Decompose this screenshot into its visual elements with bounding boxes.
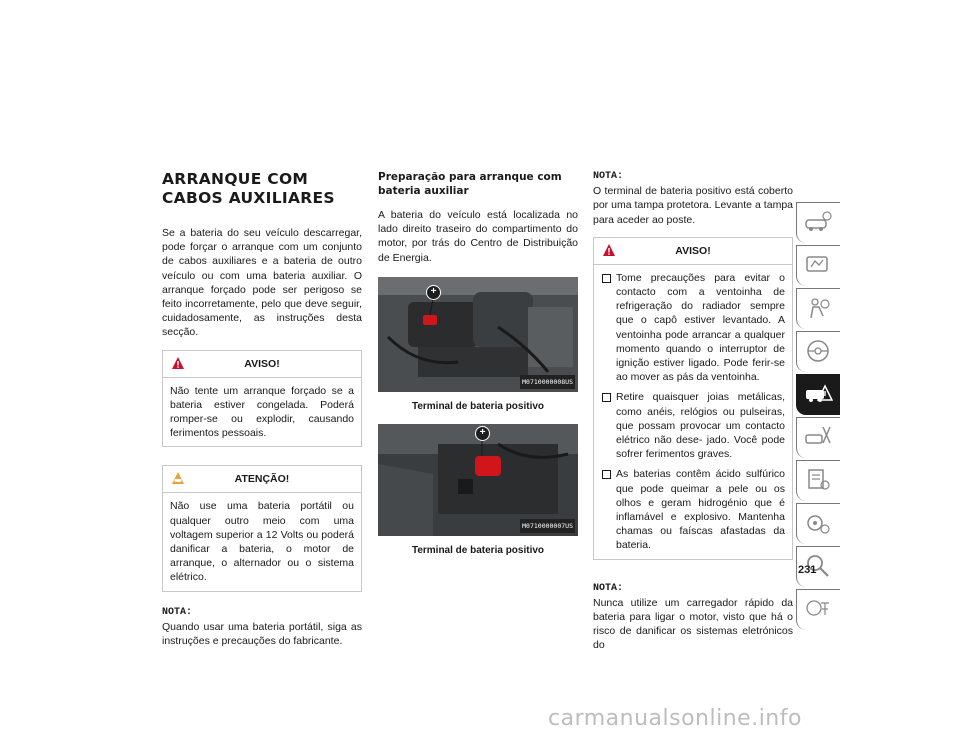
subsection-title: Preparação para arranque com bateria auxiliar <box>378 171 562 197</box>
column-right <box>593 170 793 653</box>
column-left <box>162 170 362 648</box>
image-caption-2: Terminal de bateria positivo <box>411 545 545 557</box>
caution-car-icon <box>171 471 185 485</box>
tab-service[interactable] <box>796 417 840 458</box>
engine-photo-1 <box>378 277 578 392</box>
image-caption-1: Terminal de bateria positivo <box>411 400 545 412</box>
car-info-icon <box>803 208 833 236</box>
warning-header <box>163 351 361 378</box>
warning-label: AVISO! <box>244 357 280 370</box>
page-number: 231 <box>798 564 817 576</box>
caution-box <box>162 465 362 591</box>
warning-bullet <box>601 390 785 461</box>
warning-bullet <box>601 271 785 385</box>
tab-multimedia[interactable] <box>796 503 840 544</box>
tab-emergency[interactable] <box>796 374 840 415</box>
section-title: ARRANQUE COM CABOS AUXILIARES <box>162 170 335 207</box>
tab-car-info[interactable] <box>796 202 840 243</box>
emergency-icon <box>803 380 833 408</box>
note-label: NOTA: <box>162 606 193 618</box>
tab-dashboard[interactable] <box>796 245 840 286</box>
warning-bullet-text: Retire quaisquer joias metálicas, como anéis, relógios ou pulseiras, que possam provocar um contacto elétrico não dese- jado. Você pode sofrer ferimentos graves. <box>616 391 785 461</box>
service-icon <box>803 423 833 451</box>
image-code-1: M0710000008US <box>520 375 575 389</box>
note1-text: O terminal de bateria positivo está coberto por uma tampa protetora. Levante a tampa para aceder ao poste. <box>593 185 793 226</box>
tab-steering[interactable] <box>796 331 840 372</box>
warning-text: Não tente um arranque forçado se a bateria estiver congelada. Poderá romper-se ou explodir, causando ferimentos pessoais. <box>170 384 354 440</box>
steering-wheel-icon <box>803 337 833 365</box>
warning-bullet-text: As baterias contêm ácido sulfúrico que pode queimar a pele ou os olhos e geram hidrogénio que é inflamável e explosivo. Mantenha chamas ou faíscas afastadas da bateria. <box>616 468 785 552</box>
warning-bullet <box>601 467 785 552</box>
column-middle <box>378 170 578 558</box>
airbag-icon <box>803 294 833 322</box>
note-text: Quando usar uma bateria portátil, siga as instruções e precauções do fabricante. <box>162 620 362 648</box>
language-icon <box>803 595 833 623</box>
note2-label: NOTA: <box>593 582 624 594</box>
image-code-2: M0710000007US <box>520 519 575 533</box>
warning-triangle-icon <box>171 356 185 370</box>
specs-icon <box>803 466 833 494</box>
bullet-square-icon <box>602 470 611 479</box>
caution-text: Não use uma bateria portátil ou qualquer outro meio com uma voltagem superior a 12 Volts ou poderá danificar a bateria, o motor de arranque, o alternador ou o sistema elétrico. <box>170 500 354 584</box>
warning-label-2: AVISO! <box>675 244 711 257</box>
tab-airbag[interactable] <box>796 288 840 329</box>
caution-label: ATENÇÃO! <box>234 473 290 486</box>
warning-bullets <box>594 265 792 559</box>
note1-label: NOTA: <box>593 171 624 182</box>
note2-text: Nunca utilize um carregador rápido da bateria para ligar o motor, visto que há o risco de danificar os sistemas eletrónicos do <box>593 596 793 652</box>
tab-language[interactable] <box>796 589 840 630</box>
warning-triangle-icon <box>602 243 616 257</box>
multimedia-icon <box>803 509 833 537</box>
warning-header-2 <box>594 238 792 265</box>
tab-specs[interactable] <box>796 460 840 501</box>
engine-photo-2 <box>378 424 578 536</box>
positive-marker-2: + <box>475 426 490 441</box>
bullet-square-icon <box>602 393 611 402</box>
warning-box-2 <box>593 237 793 560</box>
caution-header <box>163 466 361 493</box>
warning-box <box>162 350 362 448</box>
warning-bullet-text: Tome precauções para evitar o contacto com a ventoinha de refrigeração do radiador sempre que o capô estiver levantado. A ventoinha pode arrancar a qualquer momento quando o interruptor de ignição estiver ligado. Pode ferir-se ao mover as pás da ventoinha. <box>616 271 785 384</box>
battery-location-text: A bateria do veículo está localizada no lado direito traseiro do compartimento do motor, por trás do Centro de Distribuição de Energia. <box>378 209 578 264</box>
positive-marker-1: + <box>426 285 441 300</box>
intro-paragraph: Se a bateria do seu veículo descarregar, pode forçar o arranque com um conjunto de cabos auxiliares e a bateria de outro veículo ou com uma bateria auxiliar. O arranque forçado pode ser perigoso se feito incorretamente, pelo que deve seguir, cuidadosamente, as instruções desta secção. <box>162 227 362 339</box>
dashboard-icon <box>803 251 833 279</box>
bullet-square-icon <box>602 274 611 283</box>
watermark: carmanualsonline.info <box>548 706 802 731</box>
